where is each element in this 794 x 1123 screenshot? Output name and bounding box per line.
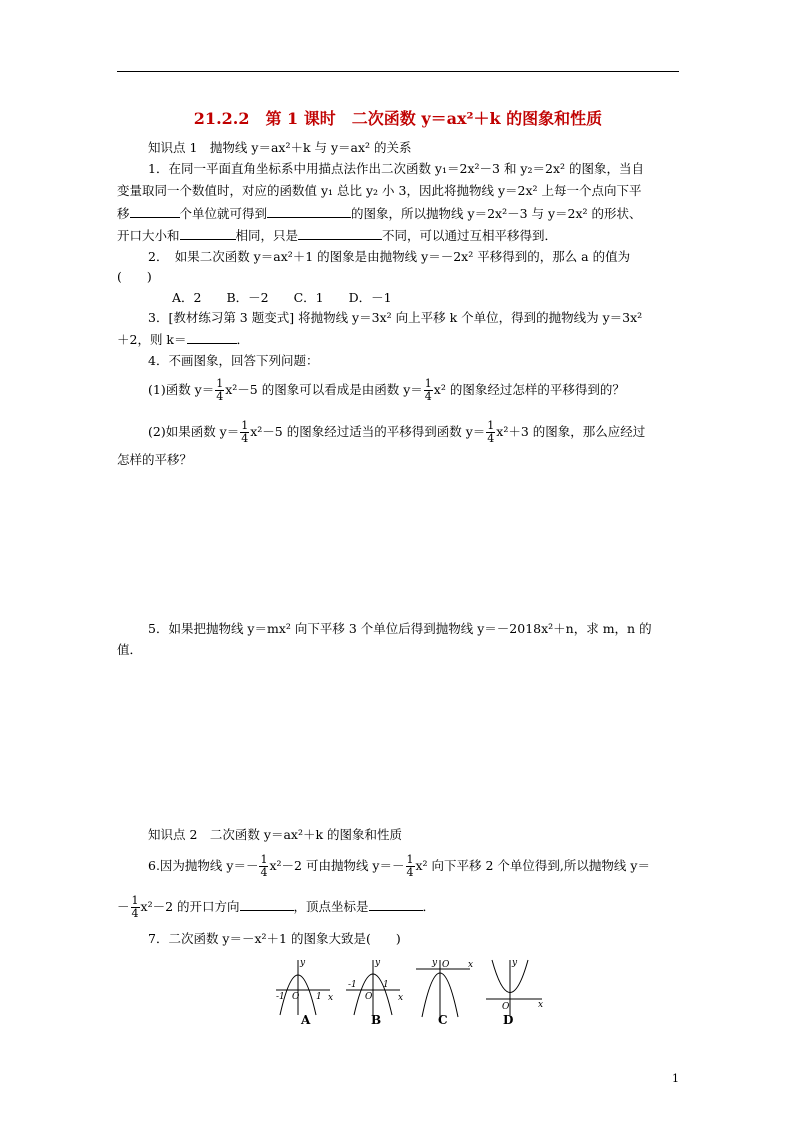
tick-label-pos: 1: [383, 980, 389, 990]
q6-line-1: 6.因为抛物线 y＝－ $\frac{1}{4}$ x²－2 可由抛物线 y＝－ $\frac{1}{4}$ x² 向下平移 2 个单位得到,所以抛物线 y＝: [148, 853, 650, 879]
axis-y-label: y: [432, 958, 438, 968]
axis-x-label: x: [328, 993, 334, 1003]
section-heading-1: 知识点 1 抛物线 y＝ax²＋k 与 y＝ax² 的关系: [148, 140, 412, 155]
axis-x-label: x: [538, 1000, 544, 1010]
origin-label: O: [442, 960, 450, 970]
section-heading-2: 知识点 2 二次函数 y＝ax²＋k 的图象和性质: [148, 827, 403, 842]
q1-line-4: 开口大小和 相同，只是 不同，可以通过互相平移得到．: [117, 228, 558, 243]
axis-y-label: y: [300, 958, 306, 968]
graph-label-b: B: [371, 1013, 382, 1027]
tick-label-pos: 1: [316, 992, 322, 1002]
q6-blank-2[interactable]: [369, 897, 423, 911]
fraction-quarter: $\frac{1}{4}$: [260, 853, 268, 879]
graph-label-c: C: [438, 1013, 448, 1027]
fraction-quarter: $\frac{1}{4}$: [241, 419, 249, 445]
q6-blank-1[interactable]: [240, 897, 294, 911]
q2-line-2: ( ): [117, 269, 152, 284]
q3-line-2: ＋2，则 k＝ ．: [117, 332, 250, 347]
q7-line-1: 7．二次函数 y＝－x²＋1 的图象大致是( ): [148, 931, 401, 946]
q1-line-1: 1．在同一平面直角坐标系中用描点法作出二次函数 y₁＝2x²－3 和 y₂＝2x² 的图象，当自: [148, 161, 644, 176]
tick-label-neg: -1: [348, 980, 357, 990]
fraction-quarter: $\frac{1}{4}$: [424, 377, 432, 403]
q4-part-2: (2)如果函数 y＝ $\frac{1}{4}$ x²－5 的图象经过适当的平移得到函数 y＝ $\frac{1}{4}$ x²＋3 的图象，那么应经过: [148, 419, 646, 445]
q4-part-1: (1)函数 y＝ $\frac{1}{4}$ x²－5 的图象可以看成是由函数 y＝ $\frac{1}{4}$ x² 的图象经过怎样的平移得到的？: [148, 377, 625, 403]
q1-blank-4[interactable]: [298, 226, 382, 240]
graph-label-a: A: [301, 1013, 311, 1027]
graph-option-a[interactable]: [276, 960, 330, 1015]
origin-label: O: [502, 1002, 510, 1012]
q5-line-2: 值．: [117, 642, 143, 657]
q1-blank-3[interactable]: [180, 226, 236, 240]
q1-line-3: 移 个单位就可得到 的图象，所以抛物线 y＝2x²－3 与 y＝2x² 的形状、: [117, 206, 642, 221]
axis-y-label: y: [512, 958, 518, 968]
axis-x-label: x: [398, 993, 404, 1003]
q1-blank-2[interactable]: [267, 204, 351, 218]
page-number: 1: [672, 1072, 679, 1085]
fraction-quarter: $\frac{1}{4}$: [406, 853, 414, 879]
header-rule: [117, 71, 679, 72]
tick-label-neg: -1: [276, 992, 285, 1002]
q2-options: A．2 B．－2 C．1 D．－1: [172, 290, 392, 305]
graph-option-d[interactable]: [486, 960, 542, 1015]
q1-line-2: 变量取同一个数值时，对应的函数值 y₁ 总比 y₂ 小 3，因此将抛物线 y＝2x² 上每一个点向下平: [117, 183, 642, 198]
q6-line-2: － $\frac{1}{4}$ x²－2 的开口方向 ，顶点坐标是 ．: [117, 894, 436, 920]
q2-line-1: 2． 如果二次函数 y＝ax²＋1 的图象是由抛物线 y＝－2x² 平移得到的，那么 a 的值为: [148, 249, 631, 264]
q3-blank[interactable]: [187, 330, 237, 344]
q5-line-1: 5．如果把抛物线 y＝mx² 向下平移 3 个单位后得到抛物线 y＝－2018x²＋n，求 m，n 的: [148, 621, 652, 636]
q1-blank-1[interactable]: [130, 204, 180, 218]
origin-label: O: [365, 992, 373, 1002]
fraction-quarter: $\frac{1}{4}$: [131, 894, 139, 920]
fraction-quarter: $\frac{1}{4}$: [216, 377, 224, 403]
q4-line-1: 4．不画图象，回答下列问题：: [148, 353, 319, 368]
page-title: 21.2.2 第 1 课时 二次函数 y＝ax²＋k 的图象和性质: [193, 109, 603, 128]
axis-x-label: x: [468, 960, 474, 970]
fraction-quarter: $\frac{1}{4}$: [487, 419, 495, 445]
axis-y-label: y: [375, 958, 381, 968]
q4-part-2-cont: 怎样的平移？: [117, 452, 193, 467]
graph-label-d: D: [503, 1013, 514, 1027]
origin-label: O: [292, 992, 300, 1002]
q3-line-1: 3．[教材练习第 3 题变式] 将抛物线 y＝3x² 向上平移 k 个单位，得到的抛物线为 y＝3x²: [148, 310, 643, 325]
